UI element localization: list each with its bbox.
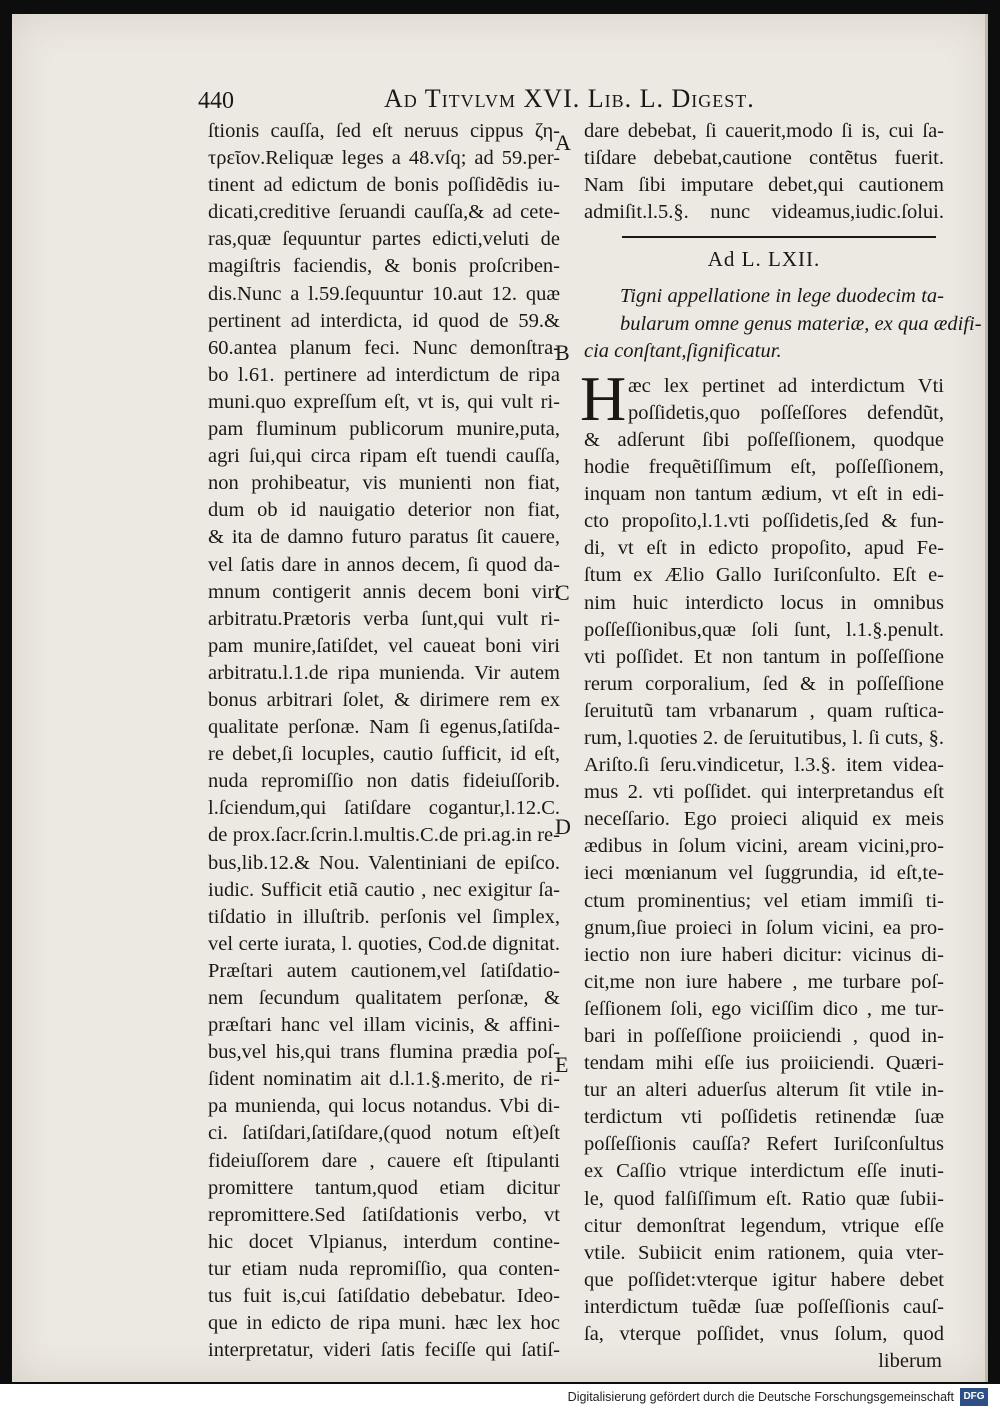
- text-line: ſtum ex Ælio Gallo Iuriſconſulto. Eſt e-: [584, 564, 944, 587]
- text-line: & adſerunt ſibi poſſeſſionem, quodque: [584, 428, 944, 451]
- text-line: de prox.ſacr.ſcrin.l.multis.C.de pri.ag.in re-: [208, 824, 560, 847]
- text-line: ſeruitutũ tam vrbanarum , quam ruſtica-: [584, 699, 944, 722]
- text-line: tiſdatio in illuſtrib. perſonis vel ſimplex,: [208, 905, 560, 928]
- text-line: Præſtari autem cautionem,vel ſatiſdatio-: [208, 959, 560, 982]
- left-column: [208, 118, 560, 1364]
- text-line: τρεῖον.Reliquæ leges a 48.vſq; ad 59.per-: [208, 147, 560, 170]
- text-line: tur etiam nuda repromiſſio, qua conten-: [208, 1257, 560, 1280]
- text-line: tinent ad edictum de bonis poſſidẽdis iu-: [208, 174, 560, 197]
- text-line: re debet,ſi locuples, cautio ſufficit, id eſt,: [208, 743, 560, 766]
- section-summary: [584, 283, 982, 364]
- text-line: hic docet Vlpianus, interdum contine-: [208, 1230, 560, 1253]
- text-line: terdictum vti poſſidetis retinendæ ſuæ: [584, 1106, 944, 1129]
- text-line: bonus arbitrari ſolet, & dirimere rem ex: [208, 688, 560, 711]
- text-line: ſa, vterque poſſidet, vnus ſolum, quod: [584, 1323, 944, 1346]
- text-line: ci. ſatiſdari,ſatiſdare,(quod notum eſt)eſt: [208, 1122, 560, 1145]
- digitization-footer: [0, 1384, 1000, 1412]
- dfg-logo: DFG: [960, 1388, 988, 1406]
- text-line: ædibus in ſolum vicini, aream vicini,pro-: [584, 835, 944, 858]
- text-line: vel ſatis dare in annos decem, ſi quod da-: [208, 553, 560, 576]
- text-line: Nam ſibi imputare debet,qui cautionem: [584, 174, 944, 197]
- text-line: bus,lib.12.& Nou. Valentiniani de epiſco.: [208, 851, 560, 874]
- text-line: repromittere.Sed ſatiſdationis verbo, vt: [208, 1203, 560, 1226]
- text-line: tendam mihi eſſe ius proiiciendi. Quæri-: [584, 1052, 944, 1075]
- text-line: tur an alteri aduerſus alterum ſit vtile in-: [584, 1079, 944, 1102]
- text-line: bus,vel his,qui trans flumina prædia poſ-: [208, 1041, 560, 1064]
- text-line: hodie frequẽtiſſimum eſt, poſſeſſionem,: [584, 456, 944, 479]
- text-line: qualitate perſonæ. Nam ſi egenus,ſatiſda-: [208, 716, 560, 739]
- text-line: ex Caſſio vtrique interdictum eſſe inuti-: [584, 1160, 944, 1183]
- text-line: l.ſciendum,qui ſatiſdare cogantur,l.12.C.: [208, 797, 560, 820]
- text-line: neceſſario. Ego proieci aliquid ex meis: [584, 808, 944, 831]
- text-line: pa munienda, qui locus notandus. Vbi di-: [208, 1095, 560, 1118]
- right-column-top-lines: [584, 118, 944, 226]
- text-line: cit,me non iure habere , me turbare poſ-: [584, 970, 944, 993]
- text-line: admiſit.l.5.§. nunc videamus,iudic.ſolui.: [584, 201, 944, 224]
- text-line: iudic. Sufficit etiã cautio , nec exigitur ſa-: [208, 878, 560, 901]
- text-line: gnum,ſiue proieci in ſolum vicini, ea pro-: [584, 916, 944, 939]
- footer-text: Digitalisierung gefördert durch die Deutsche Forschungsgemeinschaft: [567, 1390, 954, 1404]
- section-title: Ad L. LXII.: [707, 247, 821, 272]
- text-line: poſſeſſionibus,quæ ſoli ſunt, l.1.§.penult.: [584, 618, 944, 641]
- text-line: poſſidetis,quo poſſeſſores defendũt,: [628, 401, 944, 424]
- page-number: 440: [198, 88, 234, 114]
- text-line: cto propoſito,l.1.vti poſſidetis,ſed & fun-: [584, 510, 944, 533]
- text-line: arbitratu.Prætoris verba ſunt,qui vult ri-: [208, 607, 560, 630]
- summary-line: Tigni appellatione in lege duodecim ta-: [620, 285, 944, 308]
- text-line: dis.Nunc a l.59.ſequuntur 10.aut 12. quæ: [208, 282, 560, 305]
- text-line: tiſdare debebat,cautione contẽtus fuerit.: [584, 147, 944, 170]
- text-line: ctum prominentius; vel etiam immiſi ti-: [584, 889, 944, 912]
- running-title: Ad Titvlvm XVI. Lib. L. Digest.: [384, 84, 755, 113]
- text-line: mus 2. vti poſſidet. qui interpretandus eſt: [584, 781, 944, 804]
- margin-marker-e: E: [555, 1052, 569, 1077]
- text-line: nim huic interdicto locus in omnibus: [584, 591, 944, 614]
- text-line: interdictum tuẽdæ ſuæ poſſeſſionis cauſ-: [584, 1295, 944, 1318]
- text-line: præſtari hanc vel illam vicinis, & affini-: [208, 1014, 560, 1037]
- text-line: fideiuſſorem dare , cauere eſt ſtipulanti: [208, 1149, 560, 1172]
- page-header: [12, 76, 988, 116]
- drop-cap: H: [580, 362, 627, 434]
- text-line: ſeſſionem ſoli, ego viciſſim dico , me tur-: [584, 997, 944, 1020]
- text-line: mnum contigerit annis decem boni viri: [208, 580, 560, 603]
- text-line: tus fuit is,cui ſatiſdatio debebatur. Ideo-: [208, 1285, 560, 1308]
- text-line: ieci mœnianum vel ſuggrundia, id eſt,te-: [584, 862, 944, 885]
- text-line: que poſſidet:vterque igitur habere debet: [584, 1268, 944, 1291]
- text-line: ſtionis cauſſa, ſed eſt neruus cippus ζη-: [208, 120, 560, 142]
- text-line: nuda repromiſſio non datis fideiuſſorib.: [208, 770, 560, 793]
- margin-marker-c: C: [555, 580, 570, 605]
- right-column: [580, 118, 982, 1375]
- section-rule: [622, 236, 936, 238]
- text-line: interpretatur, videri ſatis feciſſe qui ſatiſ-: [208, 1339, 560, 1362]
- text-line: promittere tantum,quod etiam dicitur: [208, 1176, 560, 1199]
- text-line: muni.quo expreſſum eſt, vt is, qui vult ri-: [208, 390, 560, 413]
- text-line: bo l.61. pertinere ad interdictum de ripa: [208, 363, 560, 386]
- text-line: vti poſſidet. Et non tantum in poſſeſſione: [584, 645, 944, 668]
- text-line: le, quod falſiſſimum eſt. Ratio quæ ſubii-: [584, 1187, 944, 1210]
- text-line: pam fluminum publicorum munire,puta,: [208, 418, 560, 441]
- catchword: liberum: [878, 1350, 942, 1373]
- text-line: poſſeſſionis cauſſa? Refert Iuriſconſultus: [584, 1133, 944, 1156]
- text-line: rum, l.quoties 2. de ſeruitutibus, l. ſi cuts, §.: [584, 726, 944, 749]
- text-line: citur demonſtrat legendum, vtrique eſſe: [584, 1214, 944, 1237]
- text-line: æc lex pertinet ad interdictum Vti: [628, 374, 944, 397]
- text-line: pam munire,ſatiſdet, vel caueat boni viri: [208, 634, 560, 657]
- text-line: vtile. Subiicit enim rationem, quia vter-: [584, 1241, 944, 1264]
- text-line: que in edicto de ripa muni. hæc lex hoc: [208, 1312, 560, 1335]
- summary-line: cia conſtant,ſignificatur.: [584, 339, 782, 362]
- text-line: inquam non tantum ædium, vt eſt in edi-: [584, 483, 944, 506]
- text-line: ras,quæ ſequuntur partes edicti,veluti de: [208, 228, 560, 251]
- text-line: rerum corporalium, ſed & in poſſeſſione: [584, 672, 944, 695]
- text-line: agri ſui,qui circa ripam eſt tuendi cauſſa,: [208, 445, 560, 468]
- text-line: di, vt eſt in edicto propoſito, apud Fe-: [584, 537, 944, 560]
- margin-marker-a: A: [555, 130, 571, 155]
- text-line: Ariſto.ſi ſeru.vindicetur, l.3.§. item videa-: [584, 754, 944, 777]
- text-line: & ita de damno futuro paratus ſit cauere,: [208, 526, 560, 549]
- margin-marker-d: D: [555, 814, 571, 839]
- text-line: 60.antea planum feci. Nunc demonſtra-: [208, 336, 560, 359]
- text-line: dicati,creditive ſeruandi cauſſa,& ad cete-: [208, 201, 560, 224]
- summary-line: bularum omne genus materiæ, ex qua ædifi-: [620, 312, 982, 335]
- text-line: bari in poſſeſſione proiiciendi , quod in-: [584, 1025, 944, 1047]
- text-line: arbitratu.l.1.de ripa munienda. Vir autem: [208, 661, 560, 684]
- text-line: pertinent ad interdicta, id quod de 59.&: [208, 309, 560, 332]
- text-line: ſident nominatim ait d.l.1.§.merito, de ri-: [208, 1068, 560, 1091]
- text-line: iectio non iure haberi dicitur: vicinus di-: [584, 943, 944, 966]
- text-line: magiſtris faciendis, & bonis proſcriben-: [208, 255, 560, 278]
- book-page: [12, 14, 988, 1382]
- text-line: nem ſecundum qualitatem perſonæ, &: [208, 987, 560, 1009]
- section-body: [580, 362, 944, 1348]
- text-line: dare debebat, ſi cauerit,modo ſi is, cui ſa-: [584, 120, 944, 142]
- right-column-body-lines: [584, 373, 944, 1348]
- text-line: non prohibeatur, vis munienti non fiat,: [208, 472, 560, 495]
- text-line: dum ob id nauigatio deterior non fiat,: [208, 499, 560, 522]
- margin-marker-b: B: [555, 340, 570, 365]
- text-line: vel certe iurata, l. quoties, Cod.de dignitat.: [208, 932, 560, 955]
